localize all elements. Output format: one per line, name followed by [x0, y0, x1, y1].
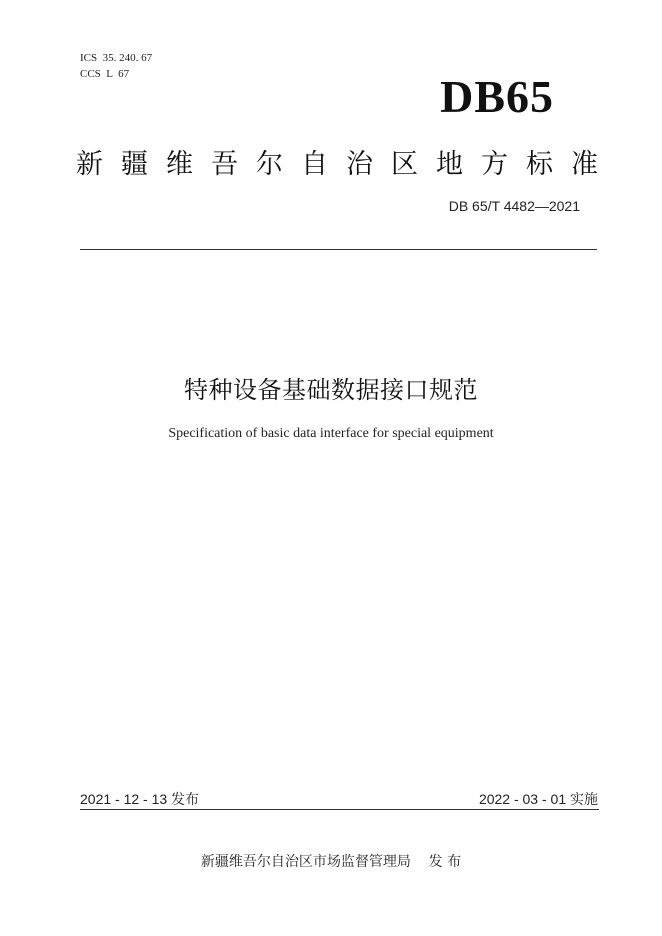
- standard-number: DB 65/T 4482—2021: [448, 198, 580, 214]
- classification-codes: [80, 50, 152, 82]
- document-title-chinese: 特种设备基础数据接口规范: [184, 376, 478, 404]
- top-divider: [80, 249, 597, 250]
- implementation-date: 2022 - 03 - 01 实施: [478, 791, 598, 807]
- ccs-code: CCS L 67: [80, 68, 130, 80]
- ics-code: ICS 35. 240. 67: [80, 52, 153, 64]
- bottom-divider: [80, 809, 599, 810]
- standard-type-heading: 新疆维吾尔自治区地方标准: [76, 149, 616, 180]
- db-logo: DB65: [440, 71, 554, 122]
- document-title-english: Specification of basic data interface for special equipment: [168, 426, 494, 441]
- issue-date: 2021 - 12 - 13 发布: [80, 791, 200, 807]
- publisher: 新疆维吾尔自治区市场监督管理局 发 布: [200, 854, 462, 870]
